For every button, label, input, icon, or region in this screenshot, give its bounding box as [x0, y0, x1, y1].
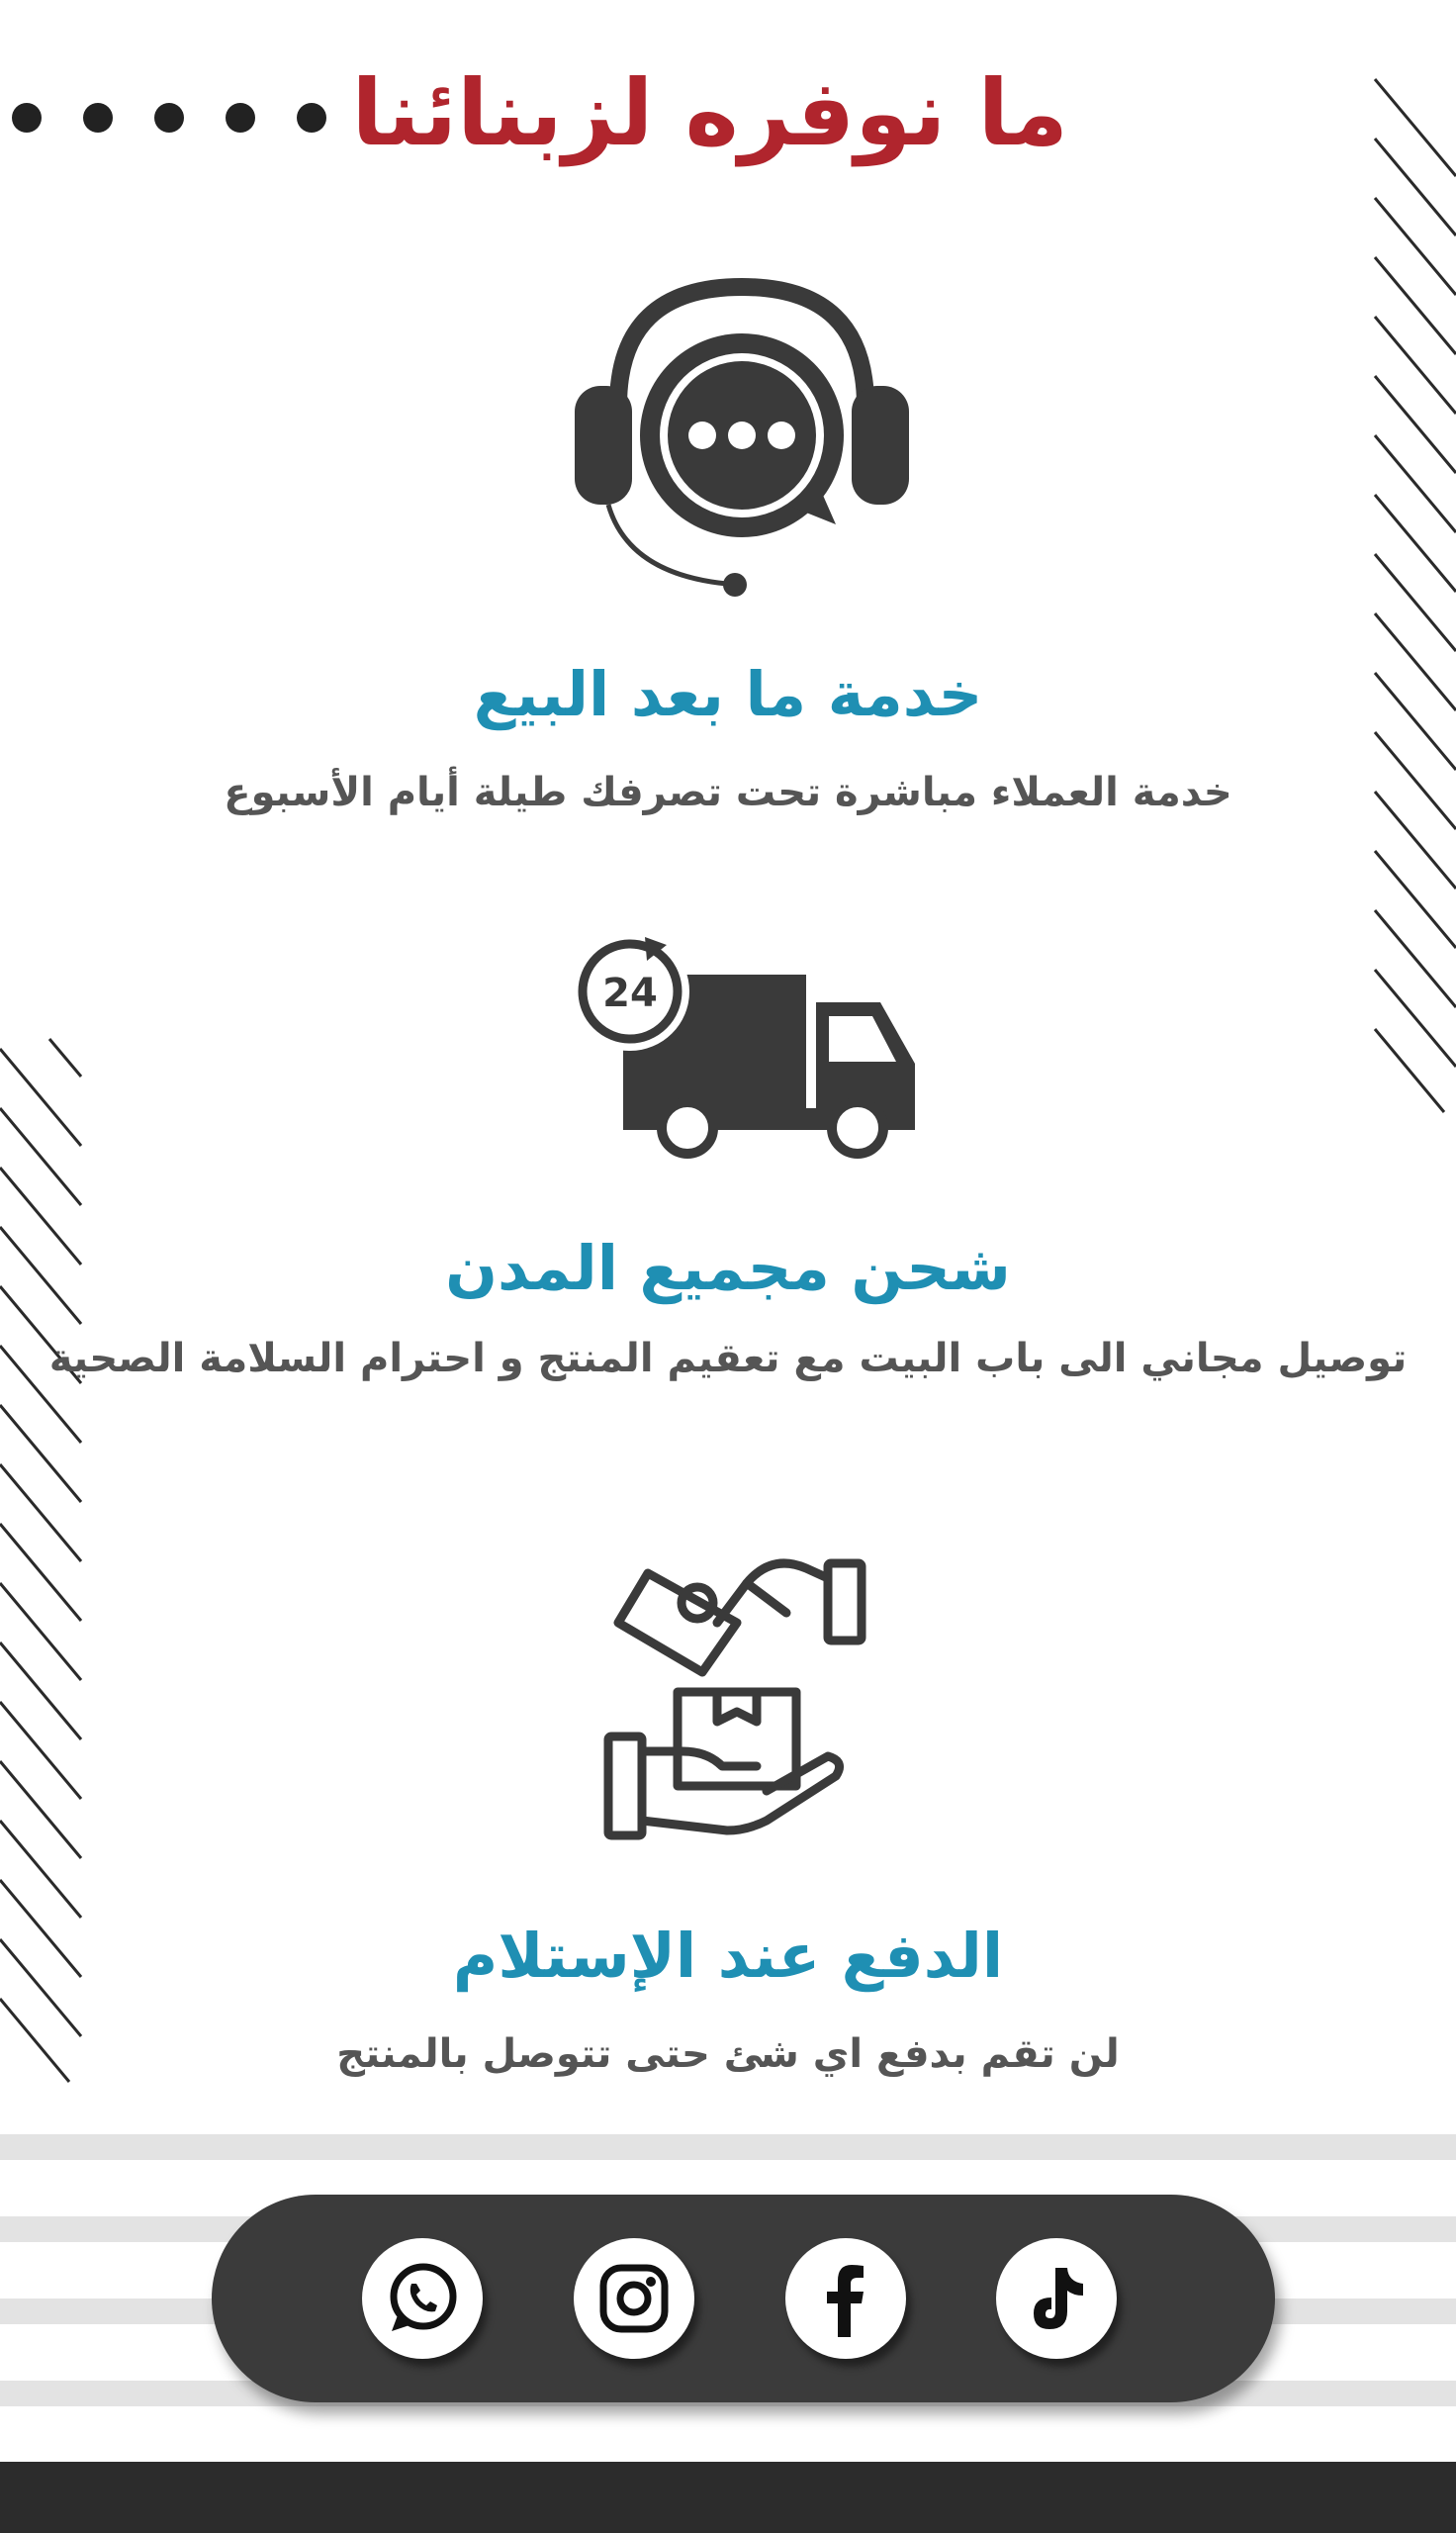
feature-description-cash-on-delivery: لن تقم بدفع اي شئ حتى تتوصل بالمنتج — [336, 2031, 1120, 2077]
diagonal-hatch-top-right — [1365, 59, 1456, 1128]
feature-title-shipping: شحن مجميع المدن — [445, 1232, 1011, 1304]
feature-title-cash-on-delivery: الدفع عند الإستلام — [452, 1920, 1004, 1992]
feature-description-shipping: توصيل مجاني الى باب البيت مع تعقيم المنتج و احترام السلامة الصحية — [48, 1336, 1408, 1381]
page-title: ما نوفره لزبنائنا — [351, 60, 1068, 166]
social-links-bar — [212, 2195, 1275, 2402]
cash-on-delivery-icon — [598, 1524, 885, 1850]
svg-text:24: 24 — [602, 971, 658, 1016]
whatsapp-button[interactable] — [362, 2238, 483, 2359]
tiktok-button[interactable] — [996, 2238, 1117, 2359]
headset-chat-icon — [569, 277, 915, 604]
tiktok-icon — [1018, 2260, 1095, 2337]
footer-bar — [0, 2462, 1456, 2533]
feature-title-after-sales: خدمة ما بعد البيع — [473, 658, 983, 730]
facebook-icon — [807, 2260, 884, 2337]
facebook-button[interactable] — [785, 2238, 906, 2359]
feature-description-after-sales: خدمة العملاء مباشرة تحت تصرفك طيلة أيام الأسبوع — [224, 770, 1232, 815]
stripe — [0, 2134, 1456, 2160]
instagram-button[interactable] — [574, 2238, 694, 2359]
truck-24-icon — [574, 925, 915, 1163]
instagram-icon — [595, 2260, 673, 2337]
whatsapp-icon — [384, 2260, 461, 2337]
